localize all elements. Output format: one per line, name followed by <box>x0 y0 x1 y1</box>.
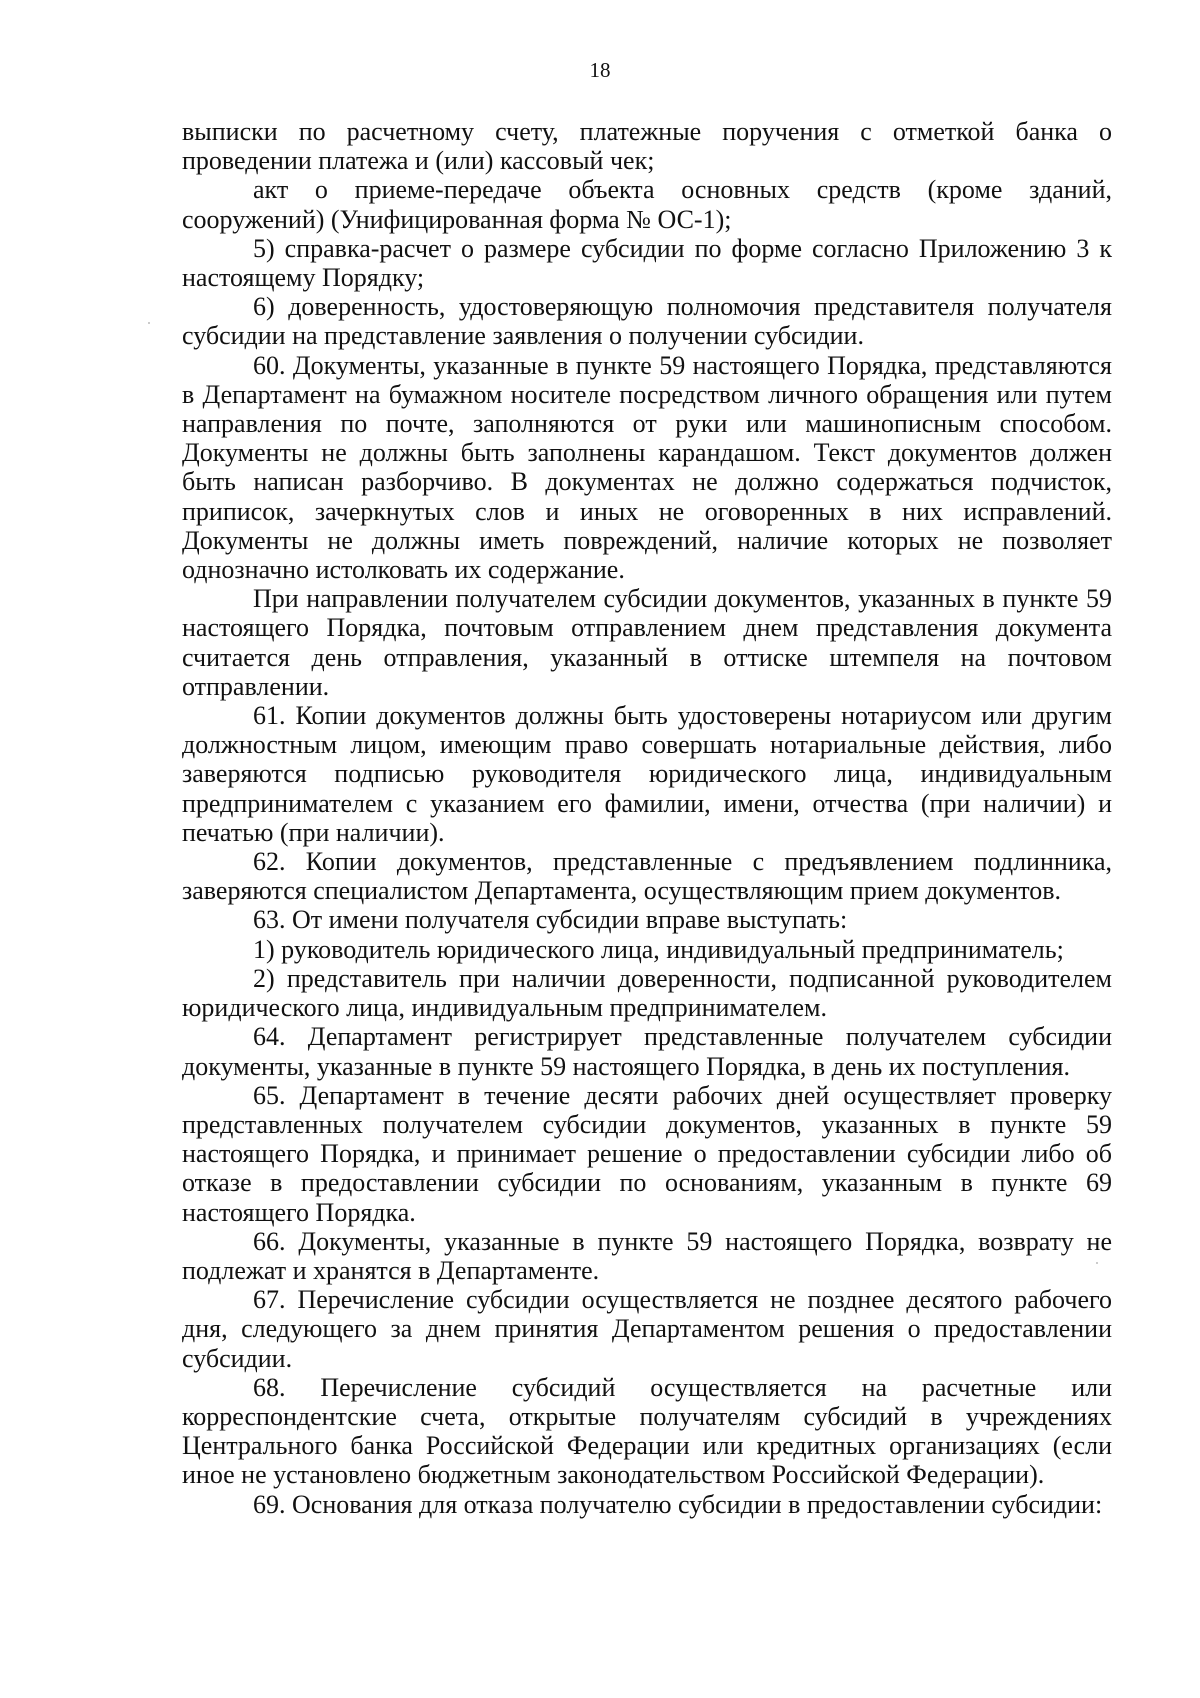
paragraph: 67. Перечисление субсидии осуществляется не позднее десятого рабочего дня, следующего за днем принятия Департаментом решения о предоставлении субсидии. <box>182 1285 1112 1373</box>
page-number: 18 <box>589 58 611 82</box>
paragraph: 2) представитель при наличии доверенности, подписанной руководителем юридического лица, индивидуальным предпринимателем. <box>182 963 1112 1023</box>
paragraph: выписки по расчетному счету, платежные поручения с отметкой банка о проведении платежа и (или) кассовый чек; <box>182 117 1112 176</box>
paragraph: 64. Департамент регистрирует представленные получателем субсидии документы, указанные в пункте 59 настоящего Порядка, в день их поступления. <box>182 1022 1112 1081</box>
paragraph: 62. Копии документов, представленные с предъявлением подлинника, заверяются специалистом Департамента, осуществляющим прием документов. <box>182 847 1112 906</box>
paragraph: 61. Копии документов должны быть удостоверены нотариусом или другим должностным лицом, имеющим право совершать нотариальные действия, либо заверяются подписью руководителя юридического лица, индивидуальным предпринимателем с указанием его фамилии, имени, отчества (при наличии) и печатью (при наличии). <box>182 701 1112 847</box>
paragraph: При направлении получателем субсидии документов, указанных в пункте 59 настоящего Порядка, почтовым отправлением днем представления документа считается день отправления, указанный в оттиске штемпеля на почтовом отправлении. <box>182 584 1112 701</box>
paragraph: 65. Департамент в течение десяти рабочих дней осуществляет проверку представленных получателем субсидии документов, указанных в пункте 59 настоящего Порядка, и принимает решение о предоставлении субсидии либо об отказе в предоставлении субсидии по основаниям, указанным в пункте 69 настоящего Порядка. <box>182 1080 1112 1227</box>
paragraph: 69. Основания для отказа получателю субсидии в предоставлении субсидии: <box>253 1489 1103 1519</box>
paragraph: 6) доверенность, удостоверяющую полномочия представителя получателя субсидии на представление заявления о получении субсидии. <box>182 292 1112 351</box>
paragraph: 66. Документы, указанные в пункте 59 настоящего Порядка, возврату не подлежат и хранятся в Департаменте. <box>182 1226 1112 1285</box>
document-body <box>182 117 1112 1519</box>
paragraph: 1) руководитель юридического лица, индивидуальный предприниматель; <box>253 934 1064 964</box>
paragraph: 5) справка-расчет о размере субсидии по форме согласно Приложению 3 к настоящему Порядку; <box>182 233 1112 293</box>
paragraph: акт о приеме-передаче объекта основных средств (кроме зданий, сооружений) (Унифицированная форма № ОС-1); <box>182 175 1112 234</box>
paragraph: 60. Документы, указанные в пункте 59 настоящего Порядка, представляются в Департамент на бумажном носителе посредством личного обращения или путем направления по почте, заполняются от руки или машинописным способом. Документы не должны быть заполнены карандашом. Текст документов должен быть написан разборчиво. В документах не должно содержаться подчисток, приписок, зачеркнутых слов и иных не оговоренных в них исправлений. Документы не должны иметь повреждений, наличие которых не позволяет однозначно истолковать их содержание. <box>182 350 1112 585</box>
scan-speck <box>148 322 150 324</box>
paragraph: 63. От имени получателя субсидии вправе выступать: <box>253 905 848 935</box>
paragraph: 68. Перечисление субсидий осуществляется на расчетные или корреспондентские счета, открытые получателям субсидий в учреждениях Центрального банка Российской Федерации или кредитных организациях (если иное не установлено бюджетным законодательством Российской Федерации). <box>182 1372 1112 1490</box>
